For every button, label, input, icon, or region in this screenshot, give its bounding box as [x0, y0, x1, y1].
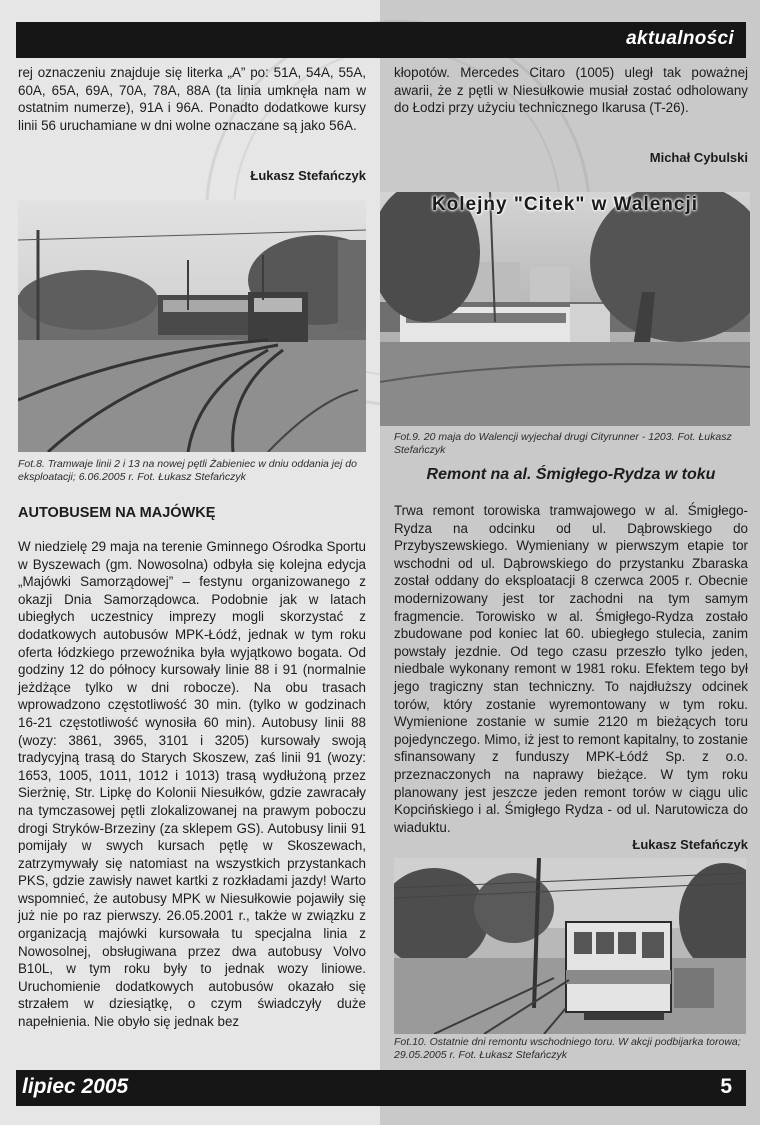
footer-bar — [16, 1070, 746, 1106]
page-number: 5 — [720, 1075, 732, 1098]
continuation-paragraph: kłopotów. Mercedes Citaro (1005) uległ tak poważnej awarii, że z pętli w Niesułkowie musiał zostać odholowany do Łodzi przy użyciu technicznego Ikarusa (T-26). — [394, 65, 748, 116]
article-heading-remont: Remont na al. Śmigłego-Rydza w toku — [426, 466, 716, 483]
photo-9-title: Kolejny "Citek" w Walencji — [431, 194, 699, 215]
article-body-majowka: W niedzielę 29 maja na terenie Gminnego Ośrodka Sportu w Byszewach (gm. Nowosolna) odbyła się kolejna edycja „Majówki Samorządowej” – festynu organizowanego z okazji Dnia Samorządowca. Podobnie jak w latach ubiegłych uczestnicy imprezy mogli skorzystać z dodatkowych autobusów MPK-Łódź, jednak w tym roku oferta łódzkiego przewoźnika była wyjątkowo bogata. Od godziny 12 do północy kursowały linie 88 i 91 (normalnie jeżdżące tylko w dni robocze). Na obu trasach wprowadzono częstotliwość 30 min. (tylko w godzinach 16-21 częstotliwość wynosiła 60 min). Autobusy linii 88 (wozy: 3861, 3965, 3101 i 3205) kursowały swoją tradycyjną trasą do Starych Skoszew, zaś linii 91 (wozy: 1653, 1005, 1011, 1012 i 1013) trasą wydłużoną przez Sierżnię, Str. Lipkę do Kolonii Niesułków, gdzie zawracały na tymczasowej pętli zlokalizowanej na prawym poboczu drogi Stryków-Brzeziny (za sklepem GS). Autobusy linii 91 pomijały w swych kursach pętlę w Skoszewach, zatrzymywały się natomiast na wszystkich przystankach PKS, gdzie zawisły nawet kartki z rozkładami jazdy! Warto wspomnieć, że autobusy MPK w Niesułkowie pojawiły się już nie po raz pierwszy. 26.05.2001 r., także w związku z organizacją majówki kursowała tu specjalna linia z Nowosolnej, obsługiwana przez dwa autobusy Volvo B10L, w tym roku były to jednak wozy liniowe. Uruchomienie dodatkowych autobusów okazało się strzałem w dziesiątkę, o czym świadczyły duże napełnienia. Nie obyło się jednak bez — [18, 539, 366, 1030]
photo-10-caption: Fot.10. Ostatnie dni remontu wschodniego toru. W akcji podbijarka torowa; 29.05.2005 r. Fot. Łukasz Stefańczyk — [394, 1036, 741, 1061]
header-bar — [16, 22, 746, 58]
photo-8-caption: Fot.8. Tramwaje linii 2 i 13 na nowej pętli Żabieniec w dniu oddania jej do eksploatacji; 6.06.2005 r. Fot. Łukasz Stefańczyk — [18, 458, 357, 483]
article-body-remont: Trwa remont torowiska tramwajowego w al. Śmigłego-Rydza na odcinku od ul. Dąbrowskiego do Przybyszewskiego. Wymieniany w pierwszym etapie tor wschodni od ul. Dąbrowskiego do przystanku Zbaraska został oddany do eksploatacji 8 czerwca 2005 r. Obecnie modernizowany jest tor zachodni na tym samym fragmencie. Torowisko w al. Śmigłego-Rydza zostało zbudowane pod koniec lat 60. ubiegłego stulecia, zanim powstały jezdnie. Od tego czasu przeszło tylko jeden, niedbale wykonany remont w 1981 roku. Efektem tego był jego tragiczny stan techniczny. To najdłuższy odcinek torów, który zostanie wyremontowany w tym roku. Wymienione zostanie w sumie 2120 m bieżących toru pojedynczego. Mimo, iż jest to remont kapitalny, to zostanie sfinansowany z funduszy MPK-Łódź Sp. z o.o. przeznaczonych na naprawy bieżące. W tym roku planowany jest jeszcze jeden remont torów w ciągu ulic Kopcińskiego i al. Śmigłego Rydza - od ul. Narutowicza do wiaduktu. — [394, 503, 748, 835]
continuation-author: Michał Cybulski — [649, 150, 748, 165]
section-title: aktualności — [626, 28, 734, 49]
photo-9-cityrunner — [380, 192, 750, 426]
intro-author: Łukasz Stefańczyk — [250, 168, 366, 183]
photo-8-tram-loop — [18, 200, 366, 452]
article-heading-majowka: AUTOBUSEM NA MAJÓWKĘ — [18, 505, 216, 521]
photo-9-caption: Fot.9. 20 maja do Walencji wyjechał drugi Cityrunner - 1203. Fot. Łukasz Stefańczyk — [394, 431, 732, 456]
issue-date: lipiec 2005 — [22, 1075, 129, 1098]
intro-paragraph: rej oznaczeniu znajduje się literka „A” po: 51A, 54A, 55A, 60A, 65A, 69A, 70A, 78A, 88A (ta linia umknęła nam w ostatnim numerze), 91A i 96A. Ponadto dodatkowe kursy linii 56 uruchamiane w dni wolne oznaczane są jako 56A. — [18, 65, 366, 133]
photo-10-track-renovation — [394, 858, 746, 1034]
remont-author: Łukasz Stefańczyk — [632, 837, 748, 852]
